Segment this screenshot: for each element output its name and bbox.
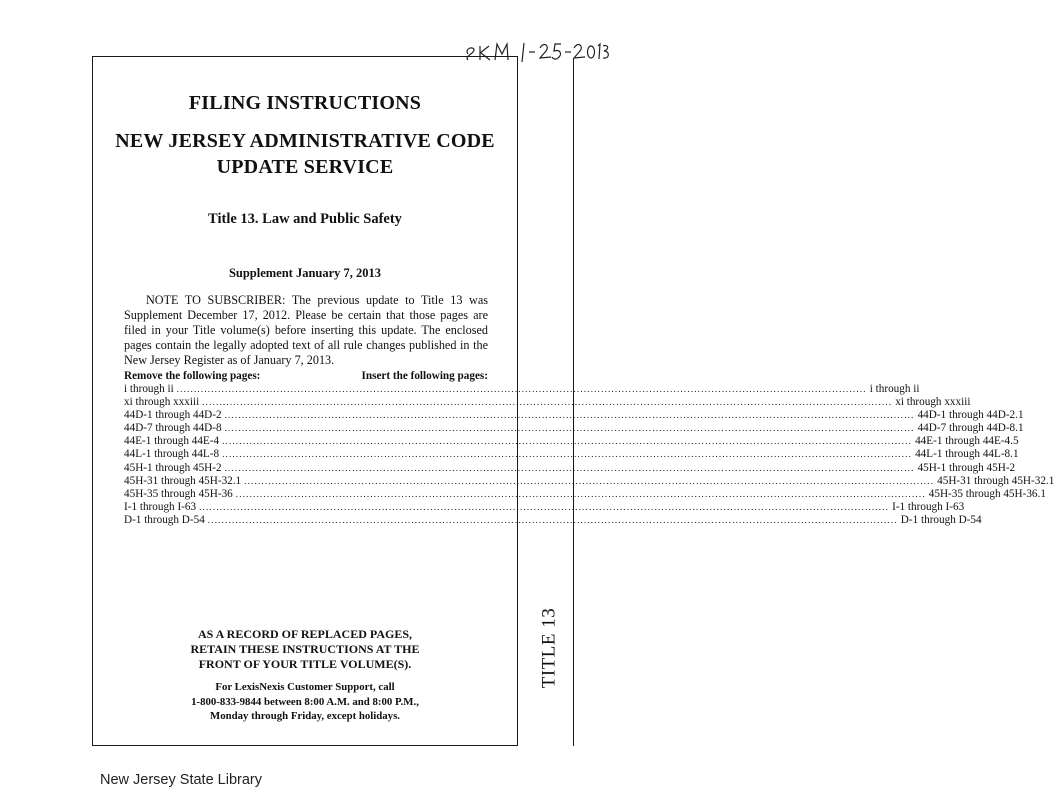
insert-pages: 45H-1 through 45H-2 <box>917 461 1016 474</box>
insert-pages: 45H-31 through 45H-32.1 <box>937 474 1054 487</box>
dot-leader: ........................................................................................................................................................................................................ <box>199 501 890 512</box>
insert-header: Insert the following pages: <box>361 370 488 382</box>
table-row <box>124 396 971 409</box>
insert-pages: i through ii <box>869 383 920 395</box>
table-row <box>124 474 1054 488</box>
pages-table <box>124 370 1054 527</box>
dot-leader: ........................................................................................................................................................................................................ <box>235 488 926 499</box>
insert-pages: 45H-35 through 45H-36.1 <box>928 487 1046 500</box>
library-stamp: New Jersey State Library <box>100 772 262 788</box>
insert-pages: xi through xxxiii <box>895 396 971 409</box>
table-row <box>124 409 1024 422</box>
record-line-3: FRONT OF YOUR TITLE VOLUME(S). <box>198 657 412 671</box>
record-line-1: AS A RECORD OF REPLACED PAGES, <box>197 627 413 641</box>
side-tab-text: TITLE 13 <box>538 607 560 689</box>
dot-leader: ........................................................................................................................................................................................................ <box>244 475 935 486</box>
customer-support-notice <box>92 680 518 724</box>
remove-pages: D-1 through D-54 <box>124 513 205 526</box>
remove-pages: 44D-7 through 44D-8 <box>124 422 222 435</box>
heading-update-service: UPDATE SERVICE <box>216 156 394 178</box>
note-to-subscriber <box>124 293 488 368</box>
dot-leader: ........................................................................................................................................................................................................ <box>224 410 915 421</box>
remove-pages: 45H-31 through 45H-32.1 <box>124 474 242 487</box>
support-line-3: Monday through Friday, except holidays. <box>210 710 400 722</box>
table-row <box>124 448 1019 461</box>
remove-header: Remove the following pages: <box>124 370 261 382</box>
heading-code-name: NEW JERSEY ADMINISTRATIVE CODE <box>115 130 495 152</box>
note-text: NOTE TO SUBSCRIBER: The previous update to Title 13 was Supplement December 17, 2012. Please be certain that those pages are filed in your Title volume(s) before inserting this update. The enclosed pages contain the legally adopted text of all rule changes published in the New Jersey Register as of January 7, 2013. <box>124 293 488 367</box>
dot-leader: ........................................................................................................................................................................................................ <box>222 449 913 460</box>
side-tab-label <box>534 608 564 688</box>
support-line-1: For LexisNexis Customer Support, call <box>215 681 395 693</box>
insert-pages: D-1 through D-54 <box>900 513 982 526</box>
supplement-date: Supplement January 7, 2013 <box>228 266 382 280</box>
dot-leader: ........................................................................................................................................................................................................ <box>224 423 915 434</box>
pages-table-header <box>124 370 488 383</box>
insert-pages: 44D-1 through 44D-2.1 <box>917 409 1024 422</box>
support-line-2: 1-800-833-9844 between 8:00 A.M. and 8:00 P.M., <box>191 695 419 708</box>
remove-pages: 44L-1 through 44L-8 <box>124 448 220 461</box>
record-line-2: RETAIN THESE INSTRUCTIONS AT THE <box>190 642 420 656</box>
remove-pages: 45H-35 through 45H-36 <box>124 487 233 500</box>
insert-pages: 44D-7 through 44D-8.1 <box>917 422 1024 435</box>
table-row <box>124 513 982 527</box>
remove-pages: 44D-1 through 44D-2 <box>124 409 222 422</box>
title-subject: Title 13. Law and Public Safety <box>208 211 402 227</box>
remove-pages: 44E-1 through 44E-4 <box>124 435 220 448</box>
record-notice <box>92 627 518 672</box>
dot-leader: ........................................................................................................................................................................................................ <box>176 384 867 394</box>
table-row <box>124 435 1019 448</box>
dot-leader: ........................................................................................................................................................................................................ <box>202 397 893 408</box>
table-row <box>124 422 1024 435</box>
table-row <box>124 500 965 514</box>
remove-pages: I-1 through I-63 <box>124 500 197 513</box>
dot-leader: ........................................................................................................................................................................................................ <box>222 436 913 447</box>
remove-pages: i through ii <box>124 383 174 395</box>
insert-pages: 44L-1 through 44L-8.1 <box>915 448 1019 461</box>
insert-pages: I-1 through I-63 <box>892 500 965 513</box>
insert-pages: 44E-1 through 44E-4.5 <box>915 435 1019 448</box>
table-row <box>124 461 1016 475</box>
dot-leader: ........................................................................................................................................................................................................ <box>207 514 898 525</box>
heading-filing-instructions: FILING INSTRUCTIONS <box>188 92 422 114</box>
remove-pages: xi through xxxiii <box>124 396 200 409</box>
table-row <box>124 487 1046 501</box>
dot-leader: ........................................................................................................................................................................................................ <box>224 462 915 473</box>
table-row <box>124 383 920 396</box>
remove-pages: 45H-1 through 45H-2 <box>124 461 222 474</box>
pages-table-rows <box>124 383 1054 527</box>
